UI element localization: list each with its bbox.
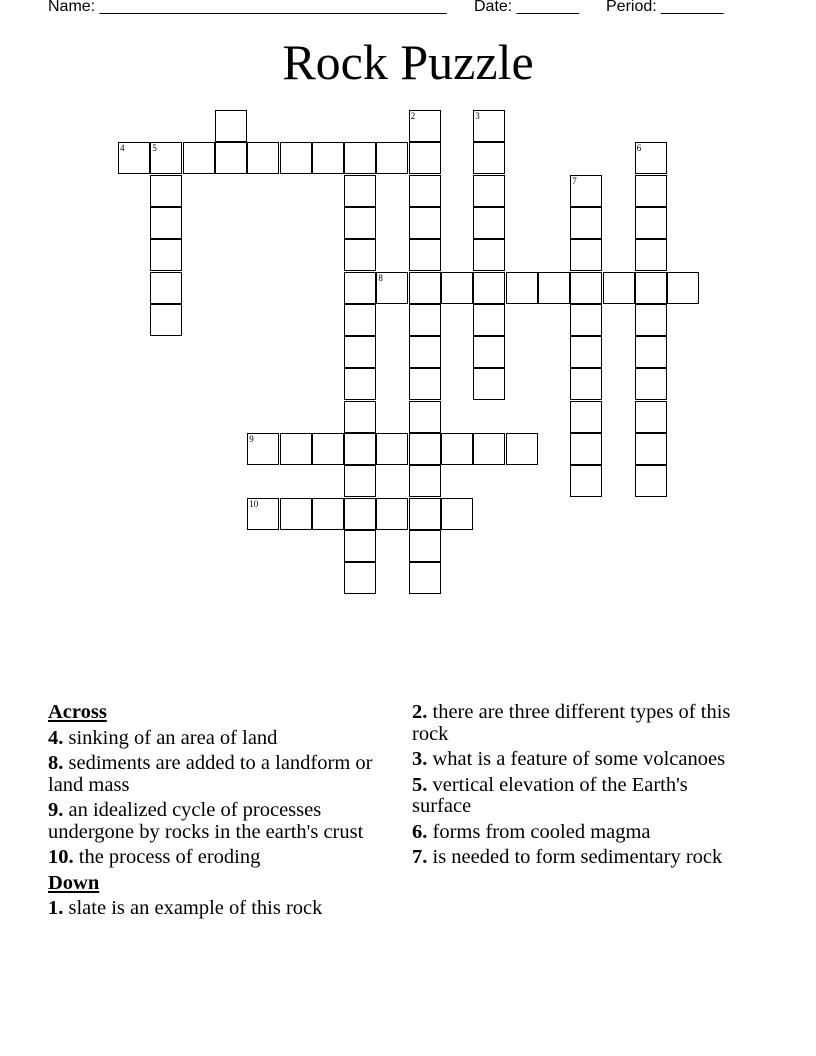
grid-cell[interactable]	[409, 562, 441, 594]
grid-cell[interactable]	[409, 110, 441, 142]
grid-cell[interactable]	[570, 272, 602, 304]
clue-num: 7.	[412, 846, 428, 868]
grid-cell[interactable]	[344, 530, 376, 562]
grid-cell[interactable]	[635, 142, 667, 174]
grid-cell[interactable]	[409, 498, 441, 530]
clue-number: 9	[249, 434, 254, 444]
date-label: Date:	[474, 0, 513, 15]
clue-number: 3	[475, 111, 480, 121]
grid-cell[interactable]	[570, 401, 602, 433]
grid-cell[interactable]	[409, 465, 441, 497]
grid-cell[interactable]	[473, 304, 505, 336]
down-clue-list-continued	[412, 702, 752, 869]
grid-cell[interactable]	[635, 207, 667, 239]
grid-cell[interactable]	[635, 175, 667, 207]
grid-cell[interactable]	[506, 272, 538, 304]
clue-num: 6.	[412, 820, 428, 843]
grid-cell[interactable]	[150, 142, 182, 174]
grid-cell[interactable]	[344, 239, 376, 271]
grid-cell[interactable]	[344, 272, 376, 304]
grid-cell[interactable]	[409, 304, 441, 336]
clue	[412, 775, 752, 818]
grid-cell[interactable]	[506, 433, 538, 465]
clue-text: what is a feature of some volcanoes	[427, 748, 726, 770]
clue-text: the process of eroding	[73, 846, 261, 868]
across-clue-list	[48, 728, 388, 869]
grid-cell[interactable]	[441, 433, 473, 465]
grid-cell[interactable]	[118, 142, 150, 174]
grid-cell[interactable]	[635, 272, 667, 304]
grid-cell[interactable]	[280, 142, 312, 174]
period-label: Period:	[606, 0, 657, 15]
clue-number: 8	[378, 272, 383, 283]
grid-cell[interactable]	[409, 368, 441, 400]
grid-cell[interactable]	[473, 175, 505, 207]
clue-text: vertical elevation of the Earth's surface	[412, 773, 688, 817]
grid-cell[interactable]	[570, 175, 602, 207]
grid-cell[interactable]	[150, 272, 182, 304]
grid-cell[interactable]	[635, 368, 667, 400]
grid-cell[interactable]	[635, 401, 667, 433]
name-blank[interactable]: _______________________________________	[99, 0, 447, 15]
grid-cell[interactable]	[344, 336, 376, 368]
grid-cell[interactable]	[150, 175, 182, 207]
grid-cell[interactable]	[312, 142, 344, 174]
grid-cell[interactable]	[344, 368, 376, 400]
grid-cell[interactable]	[409, 272, 441, 304]
grid-cell[interactable]	[344, 304, 376, 336]
grid-cell[interactable]	[473, 239, 505, 271]
clue-num: 5.	[412, 773, 428, 796]
grid-cell[interactable]	[538, 272, 570, 304]
clue	[48, 753, 388, 796]
date-blank[interactable]: _______	[516, 0, 579, 15]
grid-cell[interactable]	[473, 110, 505, 142]
clue-num: 2.	[412, 701, 428, 723]
grid-cell[interactable]	[473, 433, 505, 465]
grid-cell[interactable]	[635, 433, 667, 465]
grid-cell[interactable]	[344, 175, 376, 207]
grid-cell[interactable]	[409, 142, 441, 174]
clue-text: sediments are added to a landform or land mass	[48, 752, 373, 796]
clue	[412, 749, 752, 771]
clue-number: 6	[636, 143, 642, 154]
clue-text: an idealized cycle of processes undergone by rocks in the earth's crust	[48, 799, 364, 843]
clue-num: 8.	[48, 752, 64, 774]
clues-right-column	[412, 702, 752, 873]
across-heading: Across	[48, 701, 107, 723]
grid-cell[interactable]	[344, 142, 376, 174]
grid-cell[interactable]	[570, 465, 602, 497]
grid-cell[interactable]	[441, 272, 473, 304]
clue-num: 1.	[48, 897, 64, 919]
clue-number: 5	[152, 143, 157, 154]
grid-cell[interactable]	[667, 272, 699, 304]
period-blank[interactable]: _______	[661, 0, 724, 15]
grid-cell[interactable]	[635, 336, 667, 368]
clue	[48, 728, 388, 750]
clue	[412, 822, 752, 844]
grid-cell[interactable]	[344, 433, 376, 465]
grid-cell[interactable]	[215, 142, 247, 174]
clue-num: 3.	[412, 748, 428, 770]
grid-cell[interactable]	[247, 142, 279, 174]
clue-num: 4.	[48, 726, 64, 749]
page-title: Rock Puzzle	[282, 34, 534, 90]
grid-cell[interactable]	[344, 401, 376, 433]
grid-cell[interactable]	[376, 272, 408, 304]
clue	[48, 800, 388, 843]
grid-cell[interactable]	[409, 336, 441, 368]
grid-cell[interactable]	[247, 433, 279, 465]
grid-cell[interactable]	[570, 433, 602, 465]
clue-number: 10	[249, 498, 259, 509]
grid-cell[interactable]	[473, 336, 505, 368]
grid-cell[interactable]	[473, 368, 505, 400]
grid-cell[interactable]	[150, 304, 182, 336]
grid-cell[interactable]	[409, 175, 441, 207]
grid-cell[interactable]	[376, 498, 408, 530]
grid-cell[interactable]	[570, 368, 602, 400]
grid-cell[interactable]	[344, 465, 376, 497]
grid-cell[interactable]	[473, 207, 505, 239]
clue-number: 7	[572, 175, 577, 186]
grid-cell[interactable]	[409, 239, 441, 271]
clue-num: 10.	[48, 846, 74, 868]
grid-cell[interactable]	[635, 239, 667, 271]
grid-cell[interactable]	[215, 110, 247, 142]
clue-number: 2	[410, 111, 416, 121]
name-label: Name:	[48, 0, 96, 15]
grid-cell[interactable]	[312, 433, 344, 465]
grid-cell[interactable]	[635, 465, 667, 497]
grid-cell[interactable]	[570, 239, 602, 271]
grid-cell[interactable]	[344, 207, 376, 239]
clue	[48, 847, 388, 869]
grid-cell[interactable]	[376, 142, 408, 174]
grid-cell[interactable]	[312, 498, 344, 530]
clue-text: sinking of an area of land	[63, 726, 278, 749]
clues-left-column	[48, 702, 388, 924]
grid-cell[interactable]	[344, 498, 376, 530]
down-heading: Down	[48, 871, 100, 894]
grid-cell[interactable]	[570, 207, 602, 239]
grid-cell[interactable]	[635, 304, 667, 336]
grid-cell[interactable]	[150, 207, 182, 239]
grid-cell[interactable]	[376, 433, 408, 465]
clue-text: slate is an example of this rock	[63, 897, 323, 919]
clue-text: there are three different types of this rock	[412, 701, 731, 745]
down-clue-list	[48, 898, 388, 920]
grid-cell[interactable]	[183, 142, 215, 174]
clue-num: 9.	[48, 799, 64, 821]
clue-text: is needed to form sedimentary rock	[427, 846, 723, 868]
grid-cell[interactable]	[280, 433, 312, 465]
grid-cell[interactable]	[344, 562, 376, 594]
grid-cell[interactable]	[441, 498, 473, 530]
grid-cell[interactable]	[409, 530, 441, 562]
grid-cell[interactable]	[603, 272, 635, 304]
clue-number: 4	[120, 143, 125, 154]
grid-cell[interactable]	[570, 336, 602, 368]
grid-cell[interactable]	[409, 401, 441, 433]
grid-cell[interactable]	[247, 498, 279, 530]
grid-cell[interactable]	[409, 433, 441, 465]
clue	[412, 702, 752, 745]
grid-cell[interactable]	[280, 498, 312, 530]
grid-cell[interactable]	[570, 304, 602, 336]
clue-text: forms from cooled magma	[427, 820, 651, 843]
grid-cell[interactable]	[473, 142, 505, 174]
grid-cell[interactable]	[409, 207, 441, 239]
clue	[412, 847, 752, 869]
grid-cell[interactable]	[150, 239, 182, 271]
grid-cell[interactable]	[473, 272, 505, 304]
clue	[48, 898, 388, 920]
